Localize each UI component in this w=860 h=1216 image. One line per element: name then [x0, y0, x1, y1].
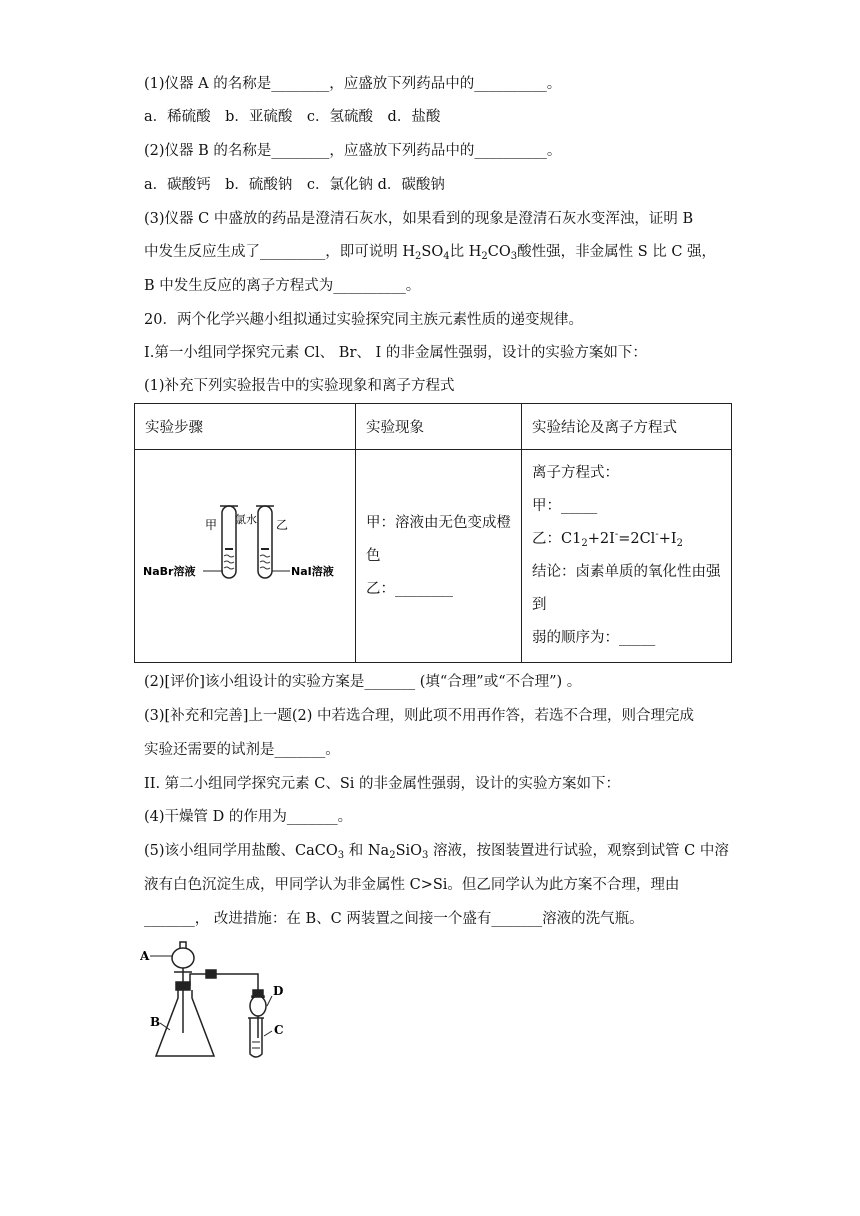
test-tube-C [250, 1018, 262, 1057]
label-lushui: 氯水 [235, 513, 257, 526]
label-A: A [140, 949, 150, 963]
q19-part3-line2: 中发生反应生成了_________，即可说明 $H_2SO_4$比 $H_2CO_3$酸性强，非金属性 S 比 C 强， [144, 244, 717, 262]
q19-part1-options: a．稀硫酸 b．亚硫酸 c．氢硫酸 d．盐酸 [144, 109, 441, 125]
conclusion-l1: 离子方程式： [532, 465, 619, 481]
drying-tube-D [250, 996, 266, 1016]
q20-title: 20．两个化学兴趣小组拟通过实验探究同主族元素性质的递变规律。 [144, 312, 583, 328]
conclusion-l3: 乙：$C1_2+2I^-=2Cl^-+I_2$ [532, 529, 683, 549]
phenomenon-jia-cont: 色 [366, 547, 381, 564]
q19-part2-options: a．碳酸钙 b．硫酸钠 c．氯化钠 d．碳酸钠 [144, 177, 445, 193]
experiment-report-table [134, 403, 732, 663]
conclusion-l6: 弱的顺序为：_____ [532, 630, 656, 646]
q20-part1-intro: I.第一小组同学探究元素 Cl、 Br、 I 的非金属性强弱，设计的实验方案如下： [144, 345, 647, 361]
table-header-phenomena: 实验现象 [356, 404, 522, 450]
flask-B [156, 990, 214, 1056]
label-yi: 乙 [276, 518, 289, 532]
phenomenon-jia: 甲：溶液由无色变成橙 [366, 514, 511, 531]
phenomenon-yi: 乙：________ [366, 580, 453, 597]
q20-sub5-line3: _______， 改进措施：在 B、C 两装置之间接一个盛有_______溶液的洗气瓶。 [144, 911, 644, 927]
q19-part3-line1: (3)仪器 C 中盛放的药品是澄清石灰水，如果看到的现象是澄清石灰水变浑浊，证明 B [144, 211, 694, 227]
label-D: D [273, 984, 284, 998]
label-C: C [274, 1023, 284, 1037]
q20-sub1: (1)补充下列实验报告中的实验现象和离子方程式 [144, 378, 455, 394]
label-jia: 甲 [205, 518, 218, 532]
table-cell-conclusion [522, 450, 732, 663]
q20-sub5-line1: (5)该小组同学用盐酸、CaCO$_3$ 和 $Na_2SiO_3$ 溶液，按图装置进行试验，观察到试管 C 中溶 [144, 843, 729, 861]
label-B: B [150, 1015, 161, 1029]
tube-jia [222, 506, 236, 578]
q19-part3-line3: B 中发生反应的离子方程式为__________。 [144, 278, 421, 294]
apparatus-figure [140, 938, 300, 1063]
q19-part2: (2)仪器 B 的名称是________，应盛放下列药品中的__________。 [144, 143, 562, 159]
label-nabr: NaBr溶液 [143, 565, 196, 578]
q20-sub5-line2: 液有白色沉淀生成，甲同学认为非金属性 C>Si。但乙同学认为此方案不合理，理由 [144, 877, 680, 893]
q20-sub4: (4)干燥管 D 的作用为_______。 [144, 809, 353, 825]
test-tubes-figure [135, 496, 345, 616]
table-cell-steps [135, 450, 356, 663]
label-nai: NaI溶液 [291, 565, 334, 578]
conclusion-l2: 甲：_____ [532, 498, 598, 514]
table-cell-phenomena [356, 450, 522, 663]
funnel-bulb [172, 948, 194, 968]
q20-sub3-line2: 实验还需要的试剂是_______。 [144, 742, 340, 758]
table-header-steps: 实验步骤 [135, 404, 356, 450]
conclusion-l4: 结论：卤素单质的氧化性由强 [532, 564, 721, 580]
q20-sub2: (2)[评价]该小组设计的实验方案是_______ (填“合理”或“不合理”) 。 [144, 674, 582, 690]
funnel-stopper [180, 942, 186, 948]
q19-part1: (1)仪器 A 的名称是________，应盛放下列药品中的__________。 [144, 76, 562, 92]
tube-yi [258, 506, 272, 578]
table-header-conclusion: 实验结论及离子方程式 [522, 404, 732, 450]
q20-part2-intro: II. 第二小组同学探究元素 C、Si 的非金属性强弱，设计的实验方案如下： [144, 776, 621, 792]
conclusion-l5: 到 [532, 597, 547, 613]
q20-sub3-line1: (3)[补充和完善]上一题(2) 中若选合理，则此项不用再作答，若选不合理，则合理完成 [144, 708, 694, 724]
